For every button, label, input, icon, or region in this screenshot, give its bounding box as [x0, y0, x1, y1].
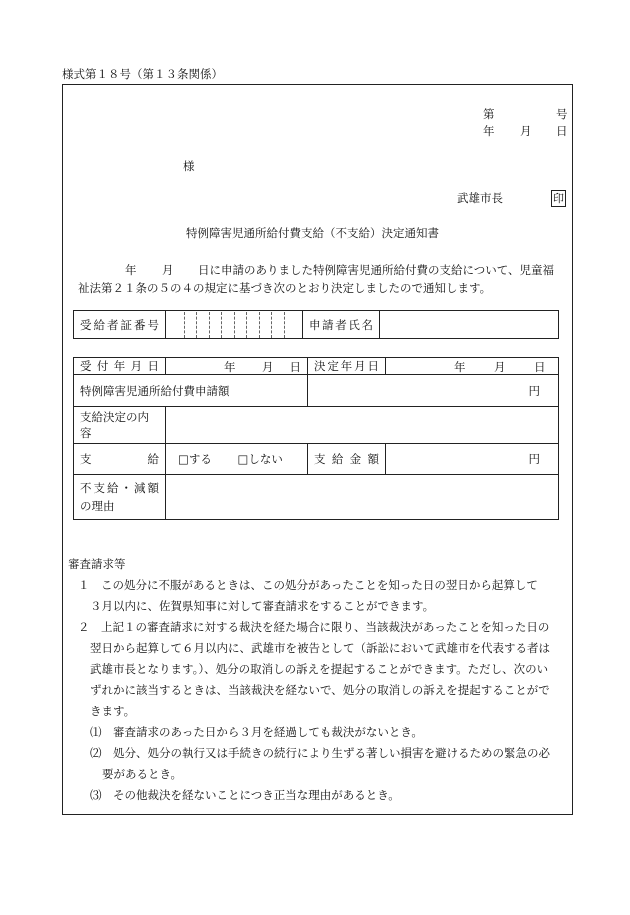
intro-line2: 祉法第２１条の５の４の規定に基づき次のとおり決定しましたので通知します。	[78, 281, 492, 295]
number-suffix: 号	[556, 107, 568, 121]
intro-line1: 日に申請のありました特例障害児通所給付費の支給について、児童福	[198, 263, 555, 277]
received-date-label: 受付年月日	[74, 358, 166, 375]
applicant-name-field[interactable]	[380, 311, 559, 339]
payment-amount-label: 支給金額	[308, 444, 386, 475]
review-line: 要があるとき。	[102, 767, 183, 781]
seal-mark: 印	[553, 192, 564, 205]
date-day: 日	[556, 124, 568, 138]
review-line: ⑴ 審査請求のあった日から３月を経過しても裁決がないとき。	[90, 725, 423, 739]
payment-label: 支給	[74, 444, 166, 475]
review-line: ⑶ その他裁決を経ないことにつき正当な理由があるとき。	[90, 788, 400, 802]
issuer-name: 武雄市長	[457, 191, 503, 205]
requested-amount-field[interactable]: 円	[308, 375, 559, 407]
date-year: 年	[483, 124, 495, 138]
cert-digit-boxes	[172, 312, 296, 338]
review-heading: 審査請求等	[68, 557, 126, 571]
decision-content-label: 支給決定の内容	[74, 407, 166, 444]
review-line: 武雄市長となります。）、処分の取消しの訴えを提起することができます。ただし、次のい	[90, 662, 549, 676]
applicant-name-label: 申請者氏名	[303, 311, 380, 339]
decision-content-field[interactable]	[166, 407, 559, 444]
review-line: ３月以内に、佐賀県知事に対して審査請求をすることができます。	[90, 599, 435, 613]
review-line: きます。	[90, 704, 136, 718]
intro-year: 年	[125, 263, 137, 277]
addressee-suffix: 様	[183, 159, 195, 173]
document-title: 特例障害児通所給付費支給（不支給）決定通知書	[186, 226, 439, 240]
payment-options	[166, 444, 308, 475]
review-line: ２ 上記１の審査請求に対する裁決を経た場合に限り、当該裁決があったことを知った日の	[78, 620, 550, 634]
review-line: ⑵ 処分、処分の執行又は手続きの続行により生ずる著しい損害を避けるための緊急の必	[90, 746, 550, 760]
issuer-line	[457, 190, 566, 207]
reason-label: 不支給・減額 の理由	[74, 475, 166, 520]
review-line: １ この処分に不服があるときは、この処分があったことを知った日の翌日から起算して	[78, 578, 538, 592]
recipient-table	[73, 310, 559, 339]
review-line: 翌日から起算して６月以内に、武雄市を被告として（訴訟において武雄市を代表する者は	[90, 641, 550, 655]
date-month: 月	[520, 124, 532, 138]
intro-month: 月	[162, 263, 174, 277]
review-section	[68, 554, 550, 806]
number-prefix: 第	[483, 107, 495, 121]
option-pay-checkbox[interactable]: □する	[178, 452, 212, 466]
option-no-pay-checkbox[interactable]: □しない	[237, 452, 283, 466]
cert-number-input[interactable]	[166, 311, 303, 339]
reason-field[interactable]	[166, 475, 559, 520]
payment-amount-field[interactable]: 円	[386, 444, 559, 475]
requested-amount-label: 特例障害児通所給付費申請額	[74, 375, 308, 407]
decision-date-label: 決定年月日	[308, 358, 386, 375]
review-line: ずれかに該当するときは、当該裁決を経ないで、処分の取消しの訴えを提起することがで	[90, 683, 550, 697]
decision-table	[73, 357, 559, 520]
form-number: 様式第１８号（第１３条関係）	[62, 67, 223, 81]
decision-date-field[interactable]: 年 月 日	[386, 358, 559, 375]
received-date-field[interactable]: 年 月 日	[166, 358, 308, 375]
cert-number-label: 受給者証番号	[74, 311, 166, 339]
